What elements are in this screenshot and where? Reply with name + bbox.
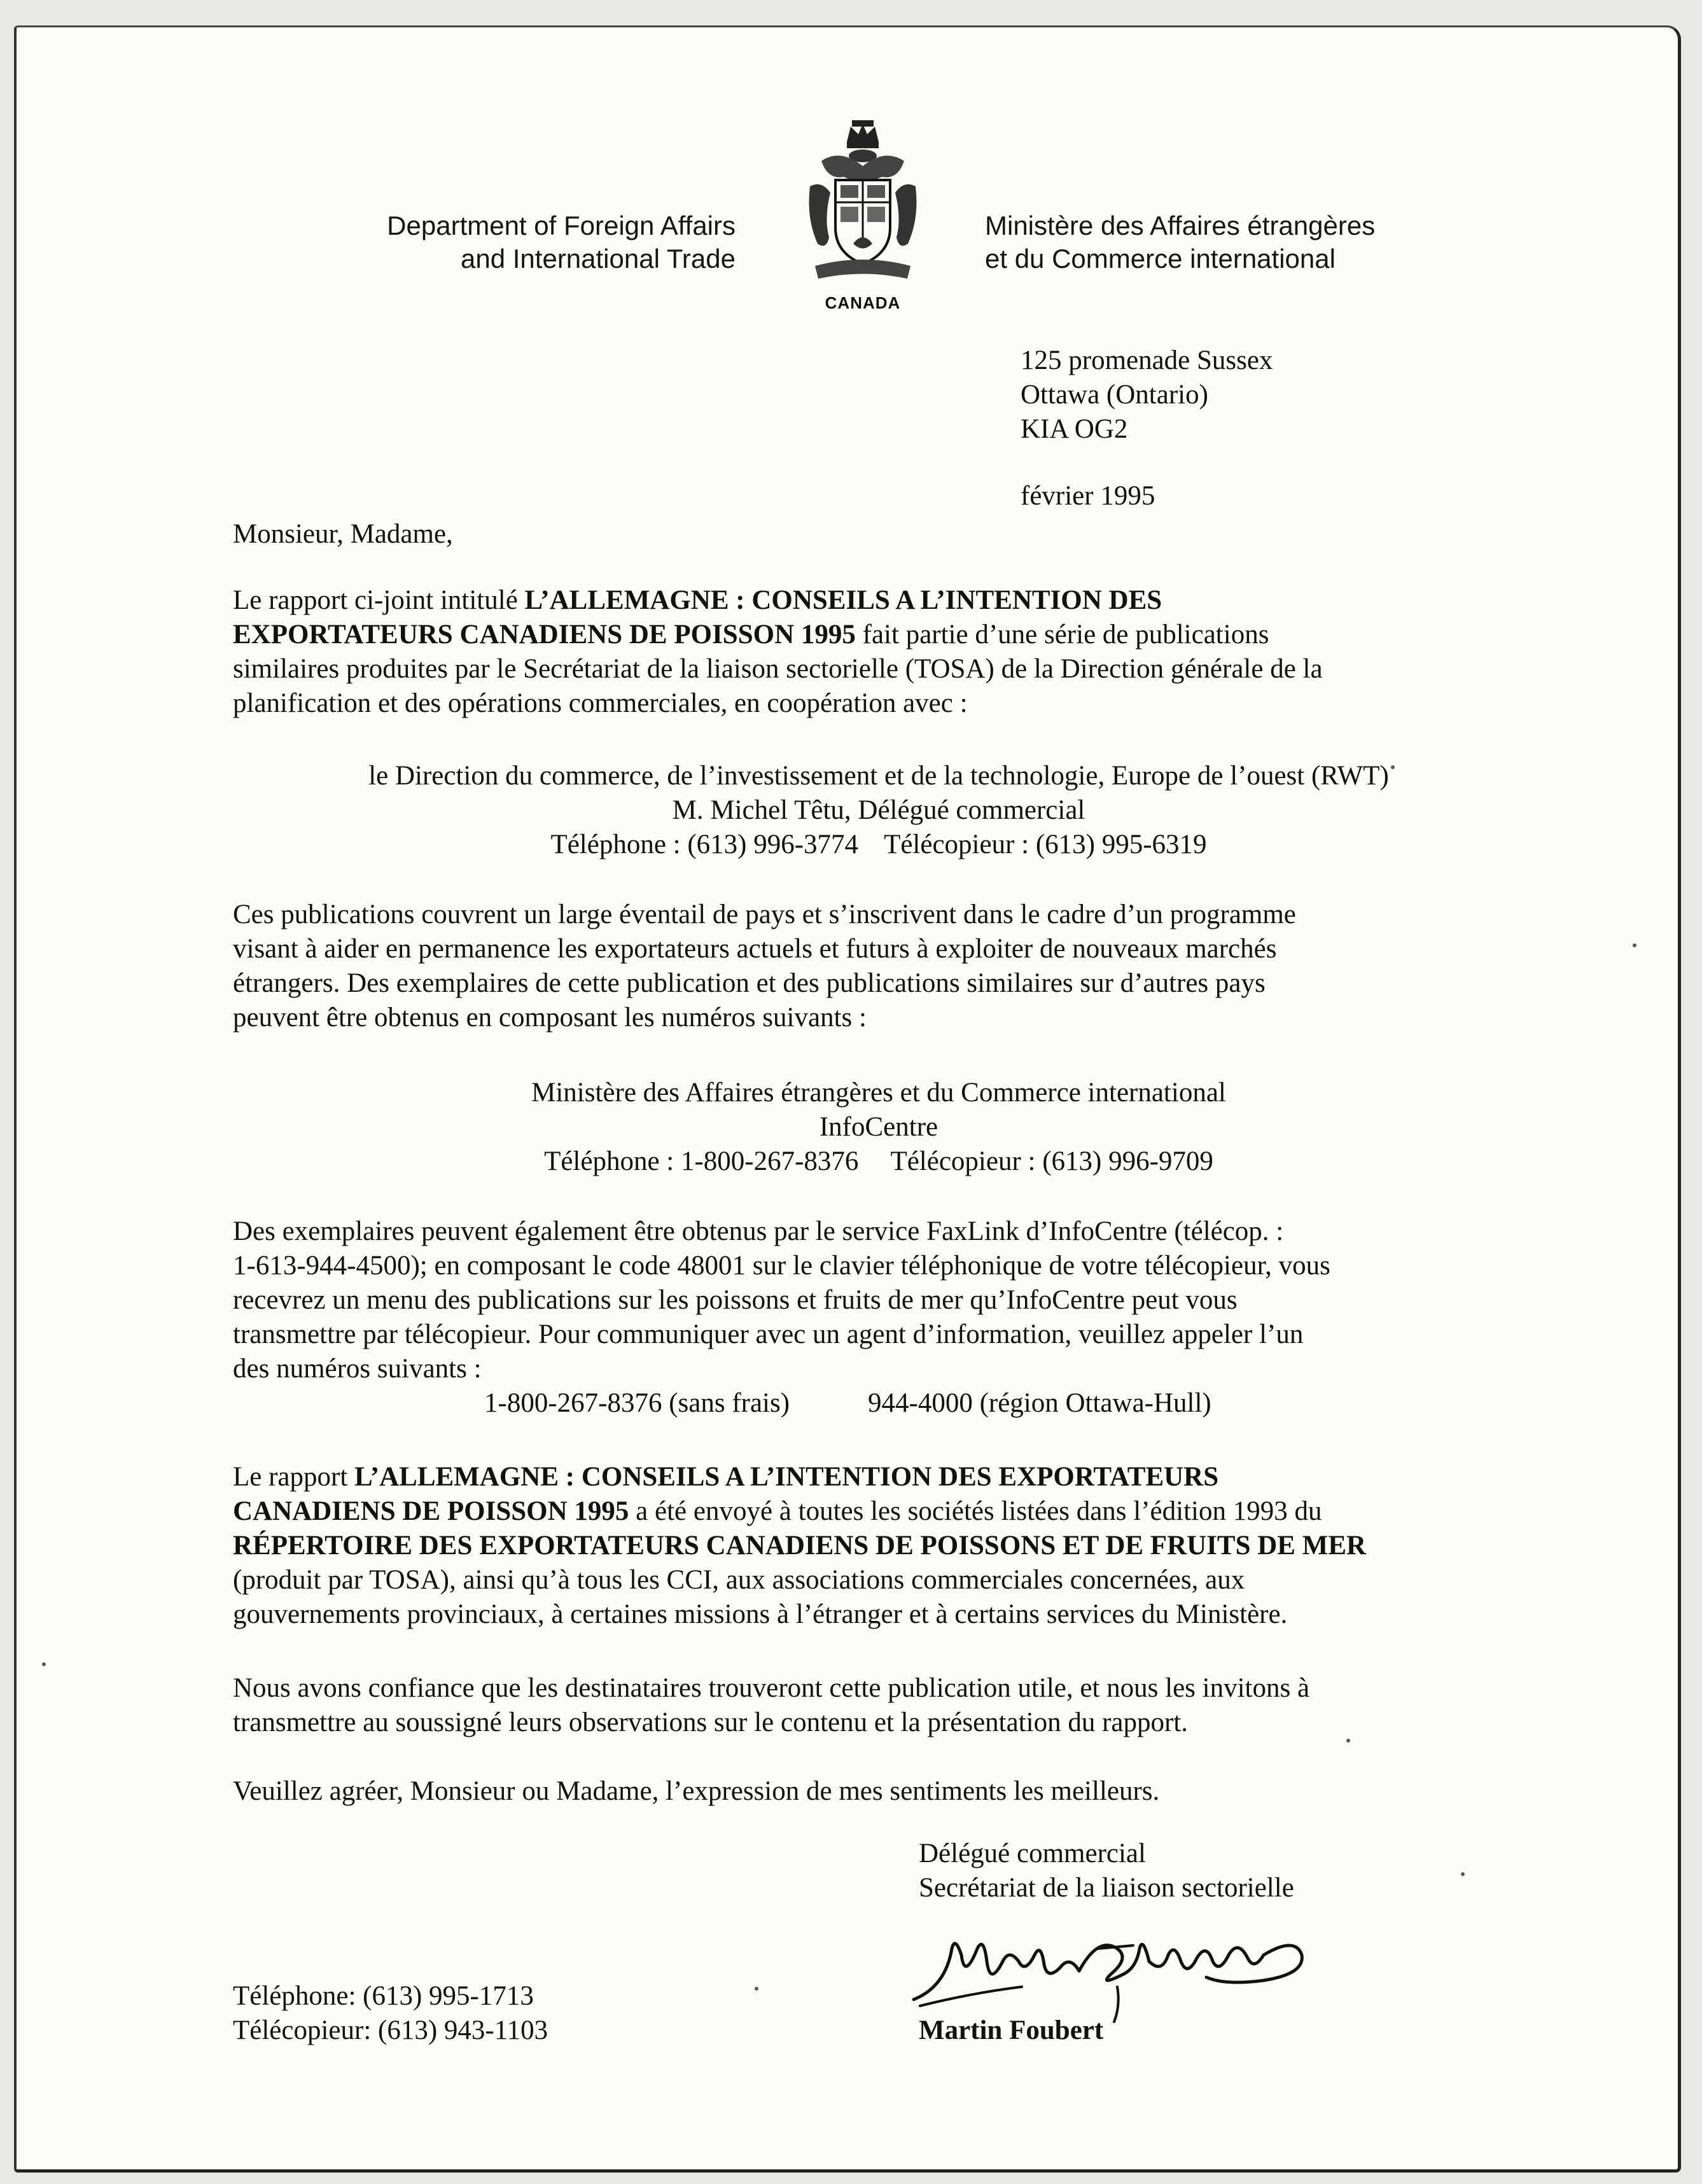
directory-title-bold: RÉPERTOIRE DES EXPORTATEURS CANADIENS DE POISSONS ET DE FRUITS DE MER <box>233 1531 1367 1561</box>
letterhead-english-line: and International Trade <box>461 244 736 274</box>
contact-phone: Téléphone : 1-800-267-8376 <box>544 1146 859 1176</box>
text-line: Ces publications couvrent un large éventail de pays et s’inscrivent dans le cadre d’un programme <box>233 900 1296 929</box>
paragraph-distribution <box>233 1460 1537 1632</box>
text-line: similaires produites par le Secrétariat de la liaison sectorielle (TOSA) de la Direction générale de la <box>233 654 1323 684</box>
contact-line: Ministère des Affaires étrangères et du Commerce international <box>531 1078 1226 1108</box>
contact-line: M. Michel Têtu, Délégué commercial <box>672 795 1085 825</box>
footer-fax: Télécopieur: (613) 943-1103 <box>233 2015 548 2045</box>
closing-line: Veuillez agréer, Monsieur ou Madame, l’expression de mes sentiments les meilleurs. <box>233 1776 1160 1806</box>
crest-label: CANADA <box>825 293 901 312</box>
text-run: Le rapport <box>233 1462 355 1492</box>
signatory-department: Secrétariat de la liaison sectorielle <box>919 1873 1294 1903</box>
contact-block-rwt <box>284 759 1474 862</box>
text-line: gouvernements provinciaux, à certaines missions à l’étranger et à certains services du Ministère. <box>233 1599 1288 1629</box>
text-line: Des exemplaires peuvent également être obtenus par le service FaxLink d’InfoCentre (télécop. : <box>233 1216 1284 1246</box>
text-line: peuvent être obtenus en composant les numéros suivants : <box>233 1003 867 1033</box>
scan-speck <box>755 1987 758 1991</box>
report-title-bold: CANADIENS DE POISSON 1995 <box>233 1496 629 1526</box>
letterhead-french <box>985 209 1430 275</box>
letterhead-english-line: Department of Foreign Affairs <box>387 211 736 240</box>
tollfree-number: 1-800-267-8376 (sans frais) <box>484 1388 790 1418</box>
scan-speck <box>1461 1872 1465 1876</box>
letterhead-english <box>373 209 736 275</box>
address-line: KIA OG2 <box>1021 414 1128 444</box>
text-line: étrangers. Des exemplaires de cette publication et des publications similaires sur d’autres pays <box>233 968 1266 998</box>
text-run: fait partie d’une série de publications <box>855 620 1269 650</box>
contact-phone: Téléphone : (613) 996-3774 <box>550 830 859 859</box>
text-line: recevrez un menu des publications sur les poissons et fruits de mer qu’InfoCentre peut vous <box>233 1285 1238 1315</box>
paragraph-intro <box>233 583 1537 721</box>
report-title-bold: L’ALLEMAGNE : CONSEILS A L’INTENTION DES <box>524 585 1162 615</box>
contact-line: InfoCentre <box>819 1112 938 1142</box>
text-line: (produit par TOSA), ainsi qu’à tous les CCI, aux associations commerciales concernées, aux <box>233 1565 1245 1595</box>
text-line: visant à aider en permanence les exportateurs actuels et futurs à exploiter de nouveaux marchés <box>233 934 1277 964</box>
letterhead-french-line: et du Commerce international <box>985 244 1336 274</box>
text-line: Nous avons confiance que les destinataires trouveront cette publication utile, et nous les invitons à <box>233 1673 1310 1703</box>
footer-telephone: Téléphone: (613) 995-1713 <box>233 1981 534 2011</box>
report-title-bold: EXPORTATEURS CANADIENS DE POISSON 1995 <box>233 620 856 650</box>
text-run: a été envoyé à toutes les sociétés listées dans l’édition 1993 du <box>629 1496 1322 1526</box>
contact-fax: Télécopieur : (613) 995-6319 <box>884 830 1207 859</box>
canada-coat-of-arms-icon <box>802 116 923 288</box>
salutation: Monsieur, Madame, <box>233 519 453 549</box>
letterhead-french-line: Ministère des Affaires étrangères <box>985 211 1376 240</box>
text-line: 1-613-944-4500); en composant le code 48001 sur le clavier téléphonique de votre télécopieur, vous <box>233 1251 1330 1281</box>
paragraph-faxlink <box>233 1214 1537 1386</box>
scan-speck <box>42 1662 46 1666</box>
signatory-title: Délégué commercial <box>919 1839 1146 1868</box>
contact-line: le Direction du commerce, de l’investissement et de la technologie, Europe de l’ouest (RWT) <box>368 761 1389 791</box>
paragraph-feedback <box>233 1671 1537 1740</box>
signatory-name: Martin Foubert <box>919 2015 1104 2045</box>
paragraph-publications <box>233 898 1537 1035</box>
text-line: transmettre au soussigné leurs observations sur le contenu et la présentation du rapport. <box>233 1708 1189 1737</box>
address-line: 125 promenade Sussex <box>1021 345 1273 375</box>
letter-date: février 1995 <box>1021 481 1155 511</box>
text-line: des numéros suivants : <box>233 1354 482 1384</box>
text-line: transmettre par télécopieur. Pour communiquer avec un agent d’information, veuillez appeler l’un <box>233 1319 1304 1349</box>
text-run: Le rapport ci-joint intitulé <box>233 585 525 615</box>
local-number: 944-4000 (région Ottawa-Hull) <box>868 1388 1211 1418</box>
report-title-bold: L’ALLEMAGNE : CONSEILS A L’INTENTION DES EXPORTATEURS <box>354 1462 1219 1492</box>
sender-address <box>1021 344 1273 447</box>
contact-block-infocentre <box>284 1076 1474 1179</box>
letter-page <box>14 25 1681 2173</box>
text-line: planification et des opérations commerciales, en coopération avec : <box>233 688 968 718</box>
scan-speck <box>1633 943 1636 947</box>
contact-fax: Télécopieur : (613) 996-9709 <box>890 1146 1213 1176</box>
address-line: Ottawa (Ontario) <box>1021 380 1208 410</box>
